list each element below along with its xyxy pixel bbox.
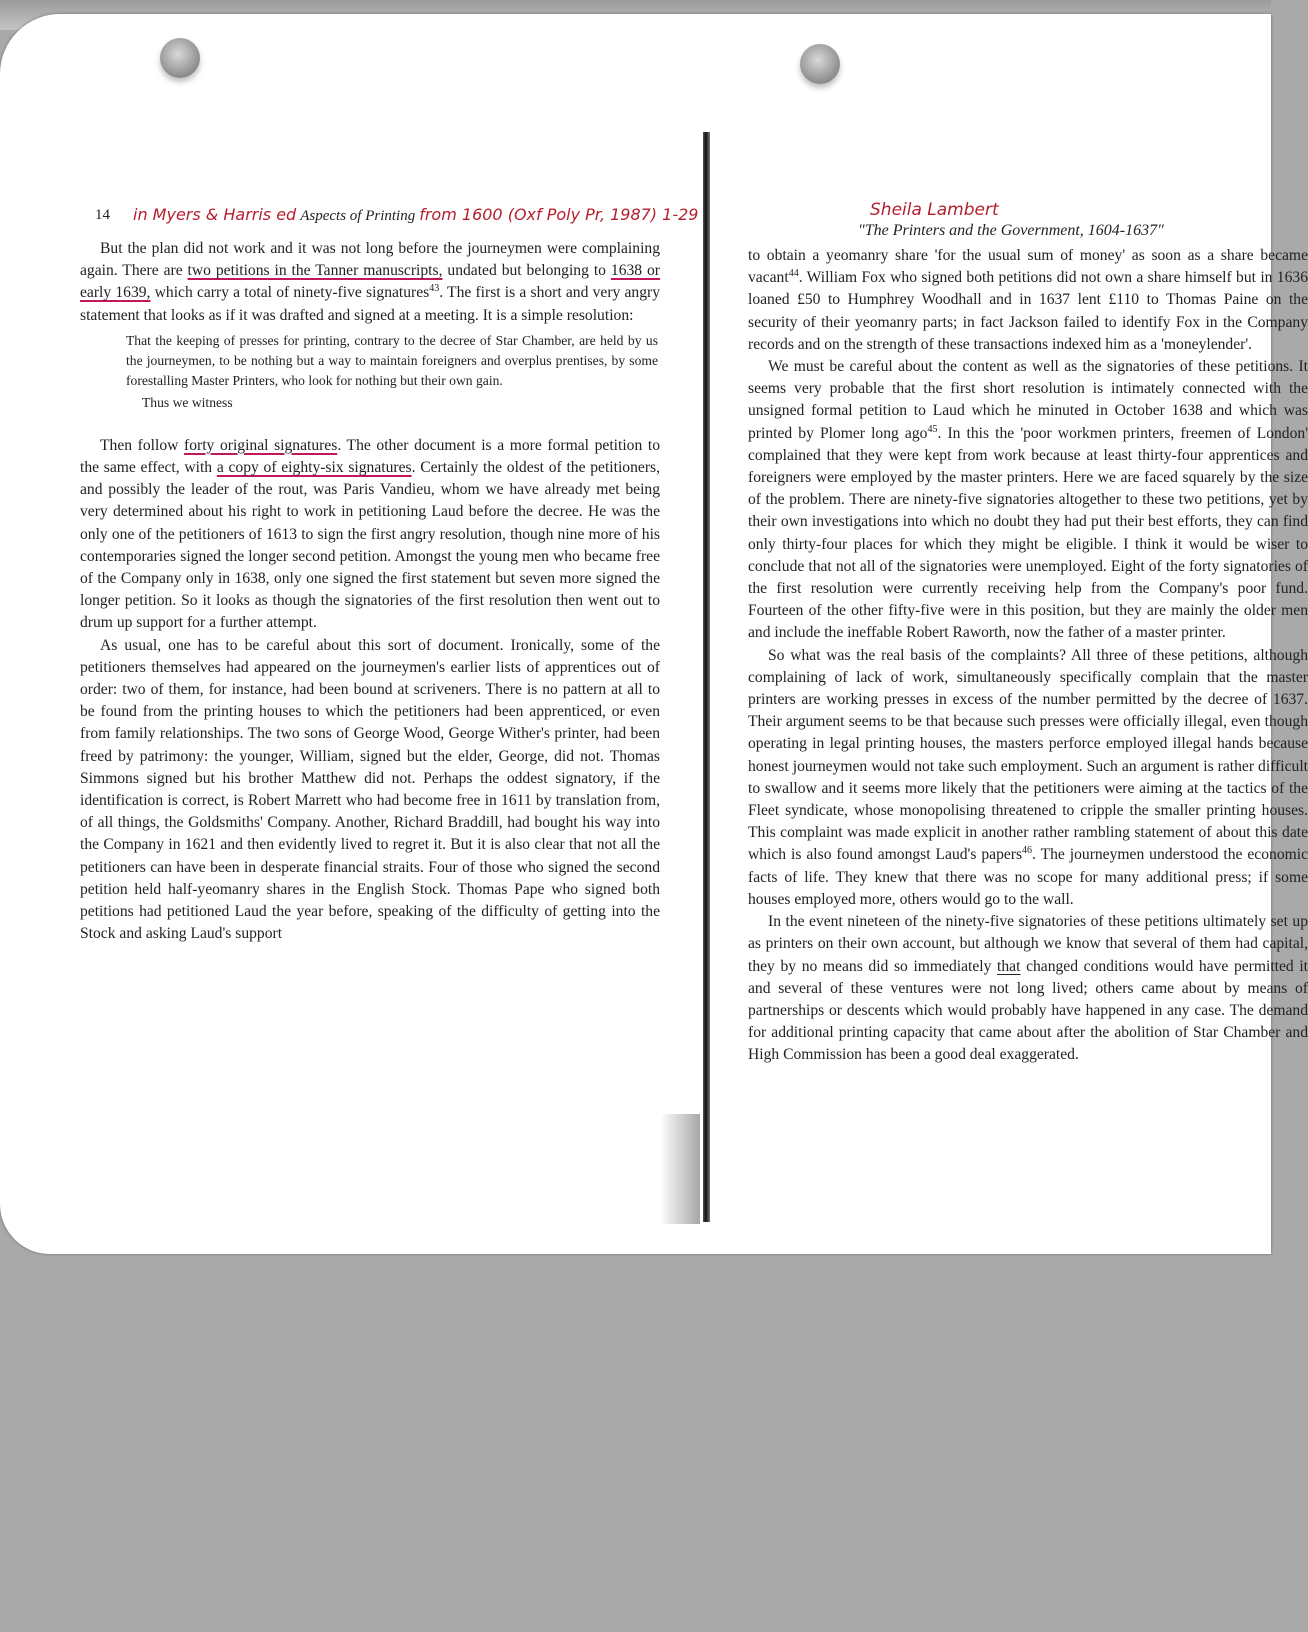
underlined-text: that xyxy=(997,957,1021,975)
book-spine-shadow xyxy=(703,132,710,1222)
spine-gutter-shadow xyxy=(660,1114,700,1224)
footnote-marker: 44 xyxy=(788,268,799,280)
underlined-text: forty original signatures xyxy=(184,436,338,454)
text: which carry a total of ninety-five signatures xyxy=(154,284,430,302)
paragraph xyxy=(748,911,1308,1066)
paragraph xyxy=(80,435,660,635)
paragraph xyxy=(748,645,1308,911)
page-number: 14 xyxy=(95,207,110,223)
text: In the event nineteen of the ninety-five signatories of these petitions ultimately set up as printers on their own account, but although we know that several of them had capital, they by no means did so immediately xyxy=(748,913,1308,975)
running-title-right: "The Printers and the Government, 1604-1637" xyxy=(858,222,1164,239)
text: . William Fox who signed both petitions did not own a share himself but in 1636 loaned £50 to Humphrey Woodhall and in 1637 lent £110 to Thomas Paine on the security of their yeomanry parts; in fact Jackson failed to identify Fox in the Company records and on the strength of these transactions indexed him as a 'moneylender'. xyxy=(748,269,1308,353)
quote-witness: Thus we witness xyxy=(142,394,233,410)
underlined-text: a copy of eighty-six signatures xyxy=(216,459,412,477)
binder-hole-left xyxy=(160,38,200,78)
text: undated but belonging to xyxy=(447,262,606,280)
text: So what was the real basis of the complaints? All three of these petitions, although complaining of lack of work, simultaneously specifically complain that the master printers are working presses in excess of the number permitted by the decree of 1637. Their argument seems to be that because such presses were officially illegal, even though operating in legal printing houses, the masters perforce employed illegal hands because honest journeymen would not take such employment. Such an argument is rather difficult to swallow and it seems more likely that the petitioners were aiming at the tactics of the Fleet syndicate, whose monopolising threatened to cripple the smaller printing houses. This complaint was made explicit in another rather rambling statement of about this date which is also found amongst Laud's papers xyxy=(748,646,1308,864)
text: to obtain a yeomanry share 'for the usual sum of money' as soon as a share became vacant xyxy=(748,247,1308,287)
footnote-marker: 43 xyxy=(429,283,440,295)
text: changed conditions would have permitted it and several of these ventures were not long lived; others came about by means of partnerships or descents which would probably have happened in any case. The demand for additional printing capacity that came about after the abolition of Star Chamber and High Commission has been a good deal exaggerated. xyxy=(748,957,1308,1064)
text: We must be careful about the content as well as the signatories of these petitions. It seems very probable that the first short resolution is intimately connected with the unsigned formal petition to Laud which he minuted in October 1638 and which was printed by Plomer long ago xyxy=(748,358,1308,442)
text: . The journeymen understood the economic facts of life. They knew that there was no scope for many additional press; if some houses employed more, others would go to the wall. xyxy=(748,846,1308,908)
handwritten-citation-suffix: from 1600 (Oxf Poly Pr, 1987) 1-29 xyxy=(419,205,699,224)
paragraph xyxy=(748,356,1308,645)
quote-text: That the keeping of presses for printing, contrary to the decree of Star Chamber, are held by us the journeymen, to be nothing but a way to maintain foreigners and overplus prentises, by some forestalling Master Printers, who look for nothing but their own gain. xyxy=(126,332,658,388)
underlined-text: two petitions in the Tanner manuscripts, xyxy=(187,262,443,280)
text: . The other document is a more formal petition to the same effect, with xyxy=(80,436,661,477)
text: Then follow xyxy=(100,436,179,454)
paragraph: As usual, one has to be careful about this sort of document. Ironically, some of the petitioners themselves had appeared on the journeymen's earlier lists of apprentices out of order: two of them, for instance, had been bound at scriveners. There is no pattern at all to be found from the printing houses to which the petitioners had been apprenticed, or even from family relationships. The two sons of George Wood, George Wither's printer, had been freed by patrimony: the younger, William, signed but the elder, George, did not. Thomas Simmons signed but his brother Matthew did not. Perhaps the oddest signatory, if the identification is correct, is Robert Marrett who had become free in 1611 by translation from, of all things, the Goldsmiths' Company. Another, Richard Braddill, had bought his way into the Company in 1621 and then evidently lived to regret it. But it is also clear that not all the petitioners can have been in desperate financial straits. Four of those who signed the second petition held half-yeomanry shares in the English Stock. Thomas Pape who signed both petitions had petitioned Laud the year before, speaking of the difficulty of getting into the Stock and asking Laud's support xyxy=(80,636,660,943)
underlined-text: 1638 or early 1639, xyxy=(80,262,660,302)
text: . Certainly the oldest of the petitioners, and possibly the leader of the rout, was Paris Vandieu, whom we have already met being very determined about his right to work in petitioning Laud before the decree. He was the only one of the petitioners of 1613 to sign the first angry resolution, though nine more of his contemporaries signed the longer second petition. Amongst the young men who became free of the Company only in 1638, only one signed the first statement but seven more signed the longer petition. So it looks as though the signatories of the first resolution then went out to drum up support for a further attempt. xyxy=(80,459,660,632)
right-page-body xyxy=(748,245,1308,1067)
left-page-body xyxy=(80,238,660,945)
running-title-left: Aspects of Printing xyxy=(300,208,416,224)
paragraph xyxy=(748,245,1308,356)
handwritten-author: Sheila Lambert xyxy=(870,200,999,220)
text: . The first is a short and very angry statement that looks as if it was drafted and signed at a meeting. It is a simple resolution: xyxy=(80,284,661,324)
binder-hole-right xyxy=(800,44,840,84)
text: But the plan did not work and it was not long before the journeymen were complaining again. There are xyxy=(80,240,660,280)
paragraph xyxy=(80,238,660,327)
citation-line xyxy=(133,205,698,225)
footnote-marker: 45 xyxy=(927,423,938,435)
left-page-header xyxy=(95,203,735,233)
block-quote xyxy=(126,331,658,413)
handwritten-citation-prefix: in Myers & Harris ed xyxy=(133,205,297,224)
footnote-marker: 46 xyxy=(1022,845,1033,857)
text: . In this the 'poor workmen printers, freemen of London' complained that they were kept from work because at least thirty-four apprentices and foreigners were employed by the master printers. Here we are faced squarely by the size of the problem. There are ninety-five signatories altogether to these two petitions, yet by their own investigations into which no doubt they had put their best efforts, they can find only thirty-four places for which they might be eligible. I think it would be wiser to conclude that not all of the signatories were unemployed. Eight of the forty signatories of the first resolution were currently receiving help from the Company's poor fund. Fourteen of the other fifty-five were in this position, but they are mainly the older men and include the ineffable Robert Raworth, now the father of a master printer. xyxy=(748,424,1308,642)
